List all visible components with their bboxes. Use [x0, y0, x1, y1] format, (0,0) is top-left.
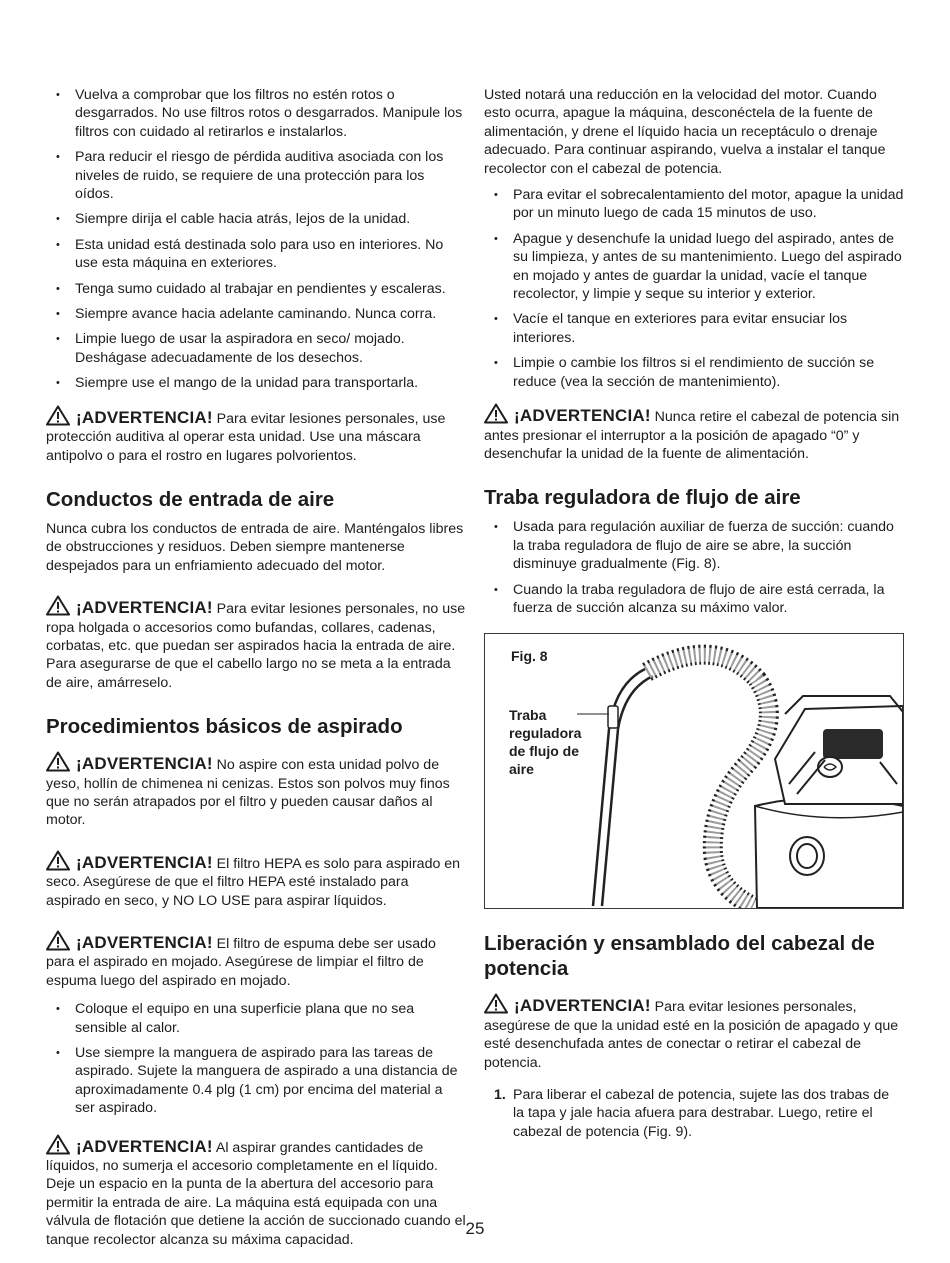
- warning-heading: ¡ADVERTENCIA!: [514, 406, 651, 426]
- warning-text: Al aspirar grandes cantidades de líquidos, no sumerja el accesorio completamente en el líquido. Deje un espacio en la punta de la abertura del accesorio para permitir la entrada de aire. La máquina está equipada con una válvula de flotación que detiene la acción de succionado cuando el tanque recolector alcanza su máxima capacidad.: [46, 1139, 466, 1248]
- figure-8: [484, 633, 904, 909]
- warning-heading: ¡ADVERTENCIA!: [514, 996, 651, 1016]
- warning-text: Para evitar lesiones personales, use protección auditiva al operar esta unidad. Use una máscara antipolvo o para el rostro en lugares polvorientos.: [46, 410, 446, 464]
- wet-vac-bullet-list: [46, 1000, 466, 1117]
- warning-block: [484, 993, 904, 1072]
- warning-heading: ¡ADVERTENCIA!: [76, 933, 213, 952]
- warning-text: Nunca retire el cabezal de potencia sin antes presionar el interruptor a la posición de apagado “0” y desenchufar la unidad de la fuente de alimentación.: [484, 409, 900, 462]
- warning-heading: ¡ADVERTENCIA!: [76, 598, 213, 618]
- warning-text: El filtro HEPA es solo para aspirado en seco. Asegúrese de que el filtro HEPA esté instalado para aspirado en seco, y NO LO USE para aspirar líquidos.: [46, 855, 461, 909]
- figure-label: Fig. 8: [511, 648, 548, 665]
- paragraph: Usted notará una reducción en la velocidad del motor. Cuando esto ocurra, apague la máquina, desconéctela de la fuente de alimentación, y drene el líquido hacia un receptáculo o drenaje adecuado. Para continuar aspirando, vuelva a instalar el tanque recolector con el cabezal de potencia.: [484, 87, 886, 177]
- warning-block: [46, 405, 466, 465]
- warning-triangle-icon: [46, 850, 70, 871]
- list-item: • Vuelva a comprobar que los filtros no estén rotos o desgarrados. No use filtros rotos o desgarrados. Manipule los filtros con cuidado al retirarlos e instalarlos.: [46, 86, 466, 141]
- list-item: • Esta unidad está destinada solo para uso en interiores. No use esta máquina en exteriores.: [46, 236, 466, 273]
- warning-triangle-icon: [484, 993, 508, 1014]
- left-column: [46, 86, 466, 1263]
- warning-heading: ¡ADVERTENCIA!: [76, 754, 213, 774]
- warning-triangle-icon: [46, 1134, 70, 1155]
- step-text: Para liberar el cabezal de potencia, sujete las dos trabas de la tapa y jale hacia afuera para destrabar. Luego, retire el cabezal de potencia (Fig. 9).: [513, 1086, 890, 1140]
- airflow-regulator-icon: [608, 706, 618, 728]
- figure-callout: Traba reguladora de flujo de aire: [509, 707, 582, 778]
- list-item: • Siempre avance hacia adelante caminando. Nunca corra.: [46, 305, 466, 323]
- list-item: • Use siempre la manguera de aspirado para las tareas de aspirado. Sujete la manguera de aspirado a una distancia de aproximadamente 0.4 plg (1 cm) por encima del material a ser aspirado.: [46, 1044, 466, 1118]
- warning-triangle-icon: [46, 930, 70, 951]
- list-item: • Para reducir el riesgo de pérdida auditiva asociada con los niveles de ruido, se requiere de una protección para los oídos.: [46, 148, 466, 203]
- warning-heading: ¡ADVERTENCIA!: [76, 407, 213, 427]
- warning-triangle-icon: [46, 751, 70, 772]
- list-item: • Para evitar el sobrecalentamiento del motor, apague la unidad por un minuto luego de cada 15 minutos de uso.: [484, 186, 904, 223]
- list-item: • Apague y desenchufe la unidad luego del aspirado, antes de su limpieza, y antes de su mantenimiento. Luego del aspirado en mojado y antes de guardar la unidad, vacíe el tanque recolector, y limpie y seque su interior y exterior.: [484, 230, 904, 304]
- steps-list: [484, 1086, 904, 1141]
- list-item: • Siempre dirija el cable hacia atrás, lejos de la unidad.: [46, 210, 466, 228]
- list-item: • Usada para regulación auxiliar de fuerza de succión: cuando la traba reguladora de flujo de aire se abre, la succión disminuye gradualmente (Fig. 8).: [484, 518, 904, 573]
- warning-triangle-icon: [46, 595, 70, 616]
- list-item: • Vacíe el tanque en exteriores para evitar ensuciar los interiores.: [484, 310, 904, 347]
- list-item: • Siempre use el mango de la unidad para transportarla.: [46, 374, 466, 392]
- list-item: • Limpie o cambie los filtros si el rendimiento de succión se reduce (vea la sección de mantenimiento).: [484, 354, 904, 391]
- section-heading: Conductos de entrada de aire: [46, 487, 335, 511]
- warning-block: [46, 850, 466, 910]
- warning-block: [46, 930, 466, 990]
- safety-bullet-list: [46, 86, 466, 393]
- list-item: [484, 1086, 904, 1141]
- warning-heading: ¡ADVERTENCIA!: [76, 1136, 213, 1156]
- warning-text: El filtro de espuma debe ser usado para el aspirado en mojado. Asegúrese de limpiar el filtro de espuma luego del aspirado en mojado.: [46, 936, 436, 989]
- step-number: 1.: [494, 1086, 506, 1103]
- section-heading: Procedimientos básicos de aspirado: [46, 715, 403, 739]
- list-item: • Cuando la traba reguladora de flujo de aire está cerrada, la fuerza de succión alcanza su máximo valor.: [484, 581, 904, 618]
- warning-block: [46, 595, 466, 692]
- airflow-bullet-list: [484, 518, 904, 617]
- right-column: [484, 86, 904, 1141]
- warning-block: [484, 403, 904, 463]
- list-item: • Tenga sumo cuidado al trabajar en pendientes y escaleras.: [46, 280, 466, 298]
- section-heading: Liberación y ensamblado del cabezal de potencia: [484, 932, 875, 981]
- page-number: 25: [465, 1219, 485, 1238]
- section-heading: Traba reguladora de flujo de aire: [484, 486, 801, 510]
- warning-text: Para evitar lesiones personales, no use ropa holgada o accesorios como bufandas, collares, cadenas, corbatas, etc. que puedan ser aspirados hacia la entrada de aire. Para asegurarse de que el cabello largo no se meta a la entrada de aire, amárreselo.: [46, 601, 466, 691]
- warning-triangle-icon: [46, 405, 70, 426]
- warning-triangle-icon: [484, 403, 508, 424]
- paragraph: Nunca cubra los conductos de entrada de aire. Manténgalos libres de obstrucciones y residuos. Deben siempre mantenerse despejados para un enfriamiento adecuado del motor.: [46, 520, 464, 574]
- warning-block: [46, 751, 466, 830]
- list-item: • Limpie luego de usar la aspiradora en seco/ mojado. Deshágase adecuadamente de los desechos.: [46, 330, 466, 367]
- motor-care-bullet-list: [484, 186, 904, 391]
- list-item: • Coloque el equipo en una superficie plana que no sea sensible al calor.: [46, 1000, 466, 1037]
- warning-heading: ¡ADVERTENCIA!: [76, 852, 213, 872]
- warning-text: Para evitar lesiones personales, asegúrese de que la unidad esté en la posición de apagado y que esté desenchufada antes de conectar o retirar el cabezal de potencia.: [484, 999, 899, 1071]
- warning-text: No aspire con esta unidad polvo de yeso, hollín de chimenea ni cenizas. Estos son polvos muy finos que no serán atrapados por el filtro y pueden causar daños al motor.: [46, 757, 450, 829]
